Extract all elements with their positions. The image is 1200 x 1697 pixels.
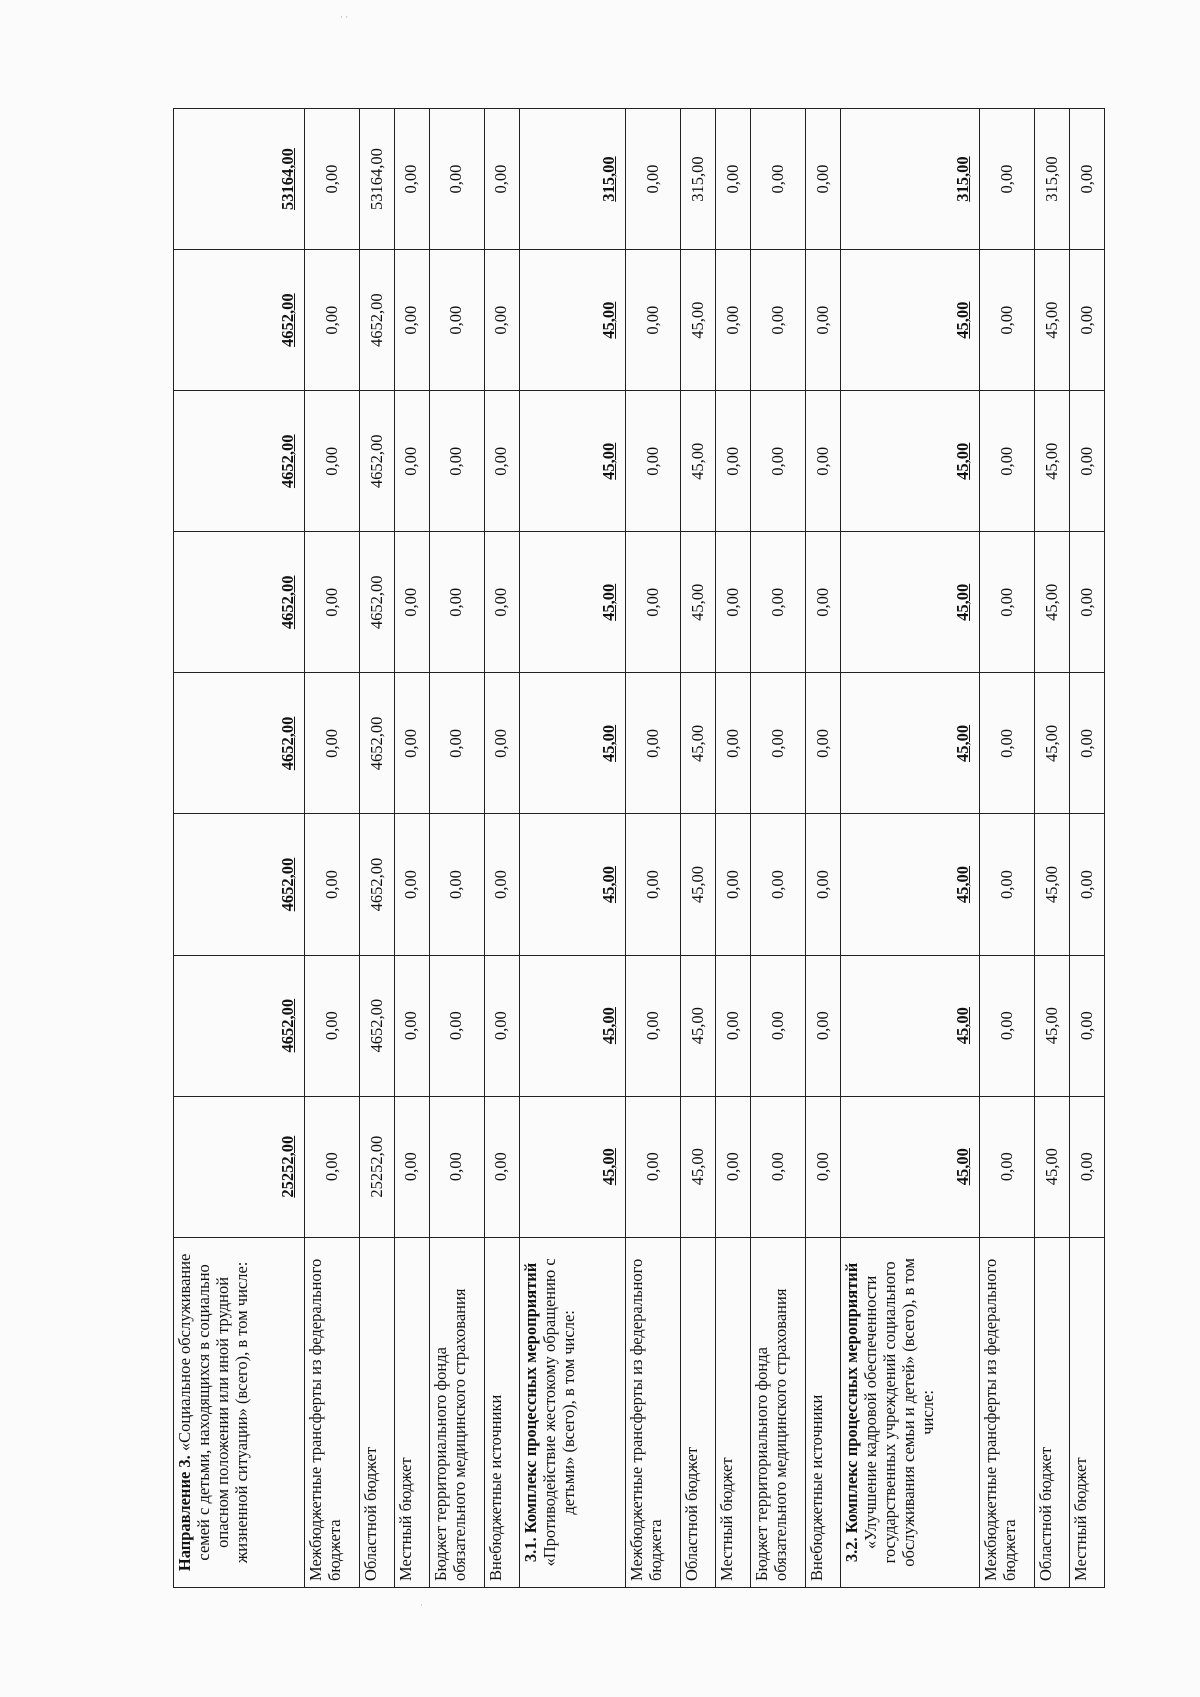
- row-label-text: «Социальное обслуживание семей с детьми, находящихся в социально опасном положении или иной трудной жизненной ситуации» (всего), в том числе:: [175, 1253, 251, 1564]
- value-cell: 0,00: [394, 1096, 429, 1237]
- row-label-text: «Противодействие жестокому обращению с детьми» (всего), в том числе:: [539, 1258, 578, 1567]
- value-cell: 0,00: [1070, 532, 1105, 673]
- value-cell: 0,00: [716, 250, 751, 391]
- section-title-cell: [174, 1237, 305, 1587]
- value-cell: 45,00: [681, 673, 716, 814]
- section-number: 3.2. Комплекс процессных мероприятий: [841, 1262, 861, 1563]
- value-cell: 45,00: [681, 955, 716, 1096]
- section-title-cell: [519, 1237, 625, 1587]
- value-cell: 0,00: [626, 1096, 681, 1237]
- table-row: [980, 109, 1035, 1588]
- section-number: 3.1. Комплекс процессных мероприятий: [520, 1262, 540, 1563]
- table-row: [394, 109, 429, 1588]
- value-cell: 0,00: [716, 532, 751, 673]
- table-row: [681, 109, 716, 1588]
- value-cell: 0,00: [394, 532, 429, 673]
- value-cell: 45,00: [519, 955, 625, 1096]
- row-label-text: Внебюджетные источники: [485, 1394, 505, 1581]
- value-cell: 0,00: [394, 109, 429, 250]
- value-cell: 4652,00: [360, 391, 395, 532]
- section-number: Направление 3.: [175, 1455, 194, 1572]
- row-label-cell: [360, 1237, 395, 1587]
- value-cell: 0,00: [1070, 673, 1105, 814]
- value-cell: 0,00: [626, 250, 681, 391]
- value-cell: 0,00: [806, 814, 841, 955]
- value-cell: 0,00: [304, 109, 359, 250]
- value-cell: 45,00: [840, 250, 979, 391]
- value-cell: 45,00: [840, 532, 979, 673]
- value-cell: 0,00: [806, 250, 841, 391]
- value-cell: 0,00: [980, 1096, 1035, 1237]
- value-cell: 0,00: [429, 532, 484, 673]
- value-cell: 4652,00: [360, 250, 395, 391]
- section-row: [840, 109, 979, 1588]
- value-cell: 45,00: [840, 1096, 979, 1237]
- value-cell: 45,00: [840, 814, 979, 955]
- value-cell: 0,00: [429, 109, 484, 250]
- row-label-text: Местный бюджет: [717, 1457, 737, 1581]
- scan-speck: ·: [420, 1600, 423, 1610]
- value-cell: 0,00: [980, 109, 1035, 250]
- value-cell: 0,00: [304, 955, 359, 1096]
- value-cell: 0,00: [394, 391, 429, 532]
- value-cell: 0,00: [1070, 109, 1105, 250]
- value-cell: 4652,00: [174, 532, 305, 673]
- value-cell: 0,00: [980, 814, 1035, 955]
- value-cell: 4652,00: [174, 955, 305, 1096]
- value-cell: 45,00: [519, 250, 625, 391]
- value-cell: 0,00: [1070, 391, 1105, 532]
- value-cell: 45,00: [681, 532, 716, 673]
- value-cell: 45,00: [681, 1096, 716, 1237]
- row-label-text: Областной бюджет: [1036, 1446, 1056, 1581]
- value-cell: 0,00: [429, 391, 484, 532]
- row-label-text: Областной бюджет: [361, 1446, 381, 1581]
- value-cell: 0,00: [626, 391, 681, 532]
- value-cell: 4652,00: [360, 673, 395, 814]
- value-cell: 0,00: [716, 1096, 751, 1237]
- value-cell: 0,00: [429, 955, 484, 1096]
- row-label-cell: [484, 1237, 519, 1587]
- row-label-cell: [681, 1237, 716, 1587]
- value-cell: 0,00: [750, 1096, 805, 1237]
- value-cell: 0,00: [806, 673, 841, 814]
- value-cell: 0,00: [716, 673, 751, 814]
- value-cell: 0,00: [750, 814, 805, 955]
- table-row: [1070, 109, 1105, 1588]
- value-cell: 4652,00: [360, 814, 395, 955]
- value-cell: 0,00: [806, 955, 841, 1096]
- value-cell: 0,00: [394, 673, 429, 814]
- value-cell: 45,00: [519, 1096, 625, 1237]
- value-cell: 0,00: [394, 814, 429, 955]
- value-cell: 0,00: [1070, 250, 1105, 391]
- table-row: [429, 109, 484, 1588]
- value-cell: 0,00: [304, 391, 359, 532]
- value-cell: 0,00: [626, 109, 681, 250]
- value-cell: 45,00: [1035, 532, 1070, 673]
- row-label-text: Бюджет территориального фонда обязательного медицинского страхования: [430, 1288, 469, 1581]
- value-cell: 0,00: [429, 814, 484, 955]
- value-cell: 0,00: [750, 391, 805, 532]
- row-label-text: «Улучшение кадровой обеспеченности государственных учреждений социального обслуживания семьи и детей» (всего), в том числе:: [860, 1258, 937, 1567]
- table-row: [626, 109, 681, 1588]
- value-cell: 0,00: [980, 250, 1035, 391]
- value-cell: 0,00: [1070, 814, 1105, 955]
- table-row: [360, 109, 395, 1588]
- value-cell: 315,00: [681, 109, 716, 250]
- value-cell: 45,00: [1035, 673, 1070, 814]
- row-label-cell: [1035, 1237, 1070, 1587]
- table-row: [1035, 109, 1070, 1588]
- row-label-cell: [980, 1237, 1035, 1587]
- value-cell: 0,00: [304, 250, 359, 391]
- row-label-text: Бюджет территориального фонда обязательного медицинского страхования: [751, 1288, 790, 1581]
- value-cell: 0,00: [806, 1096, 841, 1237]
- row-label-cell: [1070, 1237, 1105, 1587]
- value-cell: 0,00: [304, 673, 359, 814]
- row-label-cell: [716, 1237, 751, 1587]
- value-cell: 45,00: [1035, 814, 1070, 955]
- value-cell: 0,00: [304, 1096, 359, 1237]
- rotated-table-wrapper: [173, 108, 1105, 1588]
- value-cell: 0,00: [429, 1096, 484, 1237]
- row-label-text: Межбюджетные трансферты из федерального бюджета: [305, 1258, 344, 1581]
- row-label-cell: [806, 1237, 841, 1587]
- value-cell: 45,00: [681, 250, 716, 391]
- value-cell: 0,00: [484, 391, 519, 532]
- value-cell: 0,00: [750, 673, 805, 814]
- row-label-cell: [304, 1237, 359, 1587]
- table-row: [716, 109, 751, 1588]
- value-cell: 53164,00: [174, 109, 305, 250]
- value-cell: 45,00: [681, 391, 716, 532]
- value-cell: 0,00: [429, 250, 484, 391]
- value-cell: 0,00: [626, 673, 681, 814]
- value-cell: 0,00: [750, 250, 805, 391]
- value-cell: 315,00: [840, 109, 979, 250]
- value-cell: 315,00: [1035, 109, 1070, 250]
- value-cell: 0,00: [484, 673, 519, 814]
- value-cell: 0,00: [304, 814, 359, 955]
- value-cell: 0,00: [484, 532, 519, 673]
- value-cell: 45,00: [1035, 1096, 1070, 1237]
- value-cell: 4652,00: [360, 955, 395, 1096]
- value-cell: 0,00: [626, 814, 681, 955]
- value-cell: 0,00: [304, 532, 359, 673]
- value-cell: 25252,00: [174, 1096, 305, 1237]
- value-cell: 0,00: [1070, 1096, 1105, 1237]
- value-cell: 0,00: [626, 955, 681, 1096]
- value-cell: 0,00: [484, 109, 519, 250]
- value-cell: 53164,00: [360, 109, 395, 250]
- value-cell: 45,00: [519, 532, 625, 673]
- value-cell: 4652,00: [174, 250, 305, 391]
- value-cell: 0,00: [716, 109, 751, 250]
- value-cell: 45,00: [1035, 955, 1070, 1096]
- table-row: [484, 109, 519, 1588]
- value-cell: 45,00: [1035, 391, 1070, 532]
- value-cell: 4652,00: [360, 532, 395, 673]
- value-cell: 45,00: [840, 391, 979, 532]
- row-label-text: Межбюджетные трансферты из федерального бюджета: [981, 1258, 1020, 1581]
- value-cell: 45,00: [519, 391, 625, 532]
- value-cell: 0,00: [806, 109, 841, 250]
- row-label-text: Межбюджетные трансферты из федерального бюджета: [627, 1258, 666, 1581]
- value-cell: 0,00: [806, 391, 841, 532]
- row-label-text: Местный бюджет: [395, 1457, 415, 1581]
- row-label-cell: [429, 1237, 484, 1587]
- value-cell: 0,00: [626, 532, 681, 673]
- value-cell: 25252,00: [360, 1096, 395, 1237]
- value-cell: 0,00: [750, 109, 805, 250]
- budget-table-body: [174, 109, 1105, 1588]
- value-cell: 4652,00: [174, 814, 305, 955]
- value-cell: 0,00: [750, 955, 805, 1096]
- value-cell: 0,00: [394, 250, 429, 391]
- value-cell: 0,00: [1070, 955, 1105, 1096]
- row-label-text: Внебюджетные источники: [807, 1394, 827, 1581]
- value-cell: 0,00: [394, 955, 429, 1096]
- value-cell: 45,00: [519, 814, 625, 955]
- value-cell: 0,00: [980, 673, 1035, 814]
- row-label-cell: [750, 1237, 805, 1587]
- value-cell: 0,00: [750, 532, 805, 673]
- value-cell: 0,00: [484, 955, 519, 1096]
- value-cell: 4652,00: [174, 391, 305, 532]
- value-cell: 0,00: [716, 391, 751, 532]
- table-row: [304, 109, 359, 1588]
- value-cell: 0,00: [484, 250, 519, 391]
- value-cell: 0,00: [429, 673, 484, 814]
- scan-speck: · ·: [340, 12, 349, 22]
- value-cell: 0,00: [980, 955, 1035, 1096]
- section-row: [174, 109, 305, 1588]
- row-label-cell: [626, 1237, 681, 1587]
- value-cell: 45,00: [1035, 250, 1070, 391]
- section-title-cell: [840, 1237, 979, 1587]
- value-cell: 0,00: [980, 391, 1035, 532]
- value-cell: 315,00: [519, 109, 625, 250]
- value-cell: 0,00: [484, 1096, 519, 1237]
- budget-table: [173, 108, 1105, 1588]
- table-row: [806, 109, 841, 1588]
- row-label-text: Областной бюджет: [682, 1446, 702, 1581]
- value-cell: 45,00: [840, 955, 979, 1096]
- value-cell: 0,00: [484, 814, 519, 955]
- value-cell: 45,00: [681, 814, 716, 955]
- table-row: [750, 109, 805, 1588]
- value-cell: 0,00: [716, 814, 751, 955]
- value-cell: 45,00: [519, 673, 625, 814]
- value-cell: 0,00: [806, 532, 841, 673]
- row-label-text: Местный бюджет: [1071, 1457, 1091, 1581]
- value-cell: 45,00: [840, 673, 979, 814]
- row-label-cell: [394, 1237, 429, 1587]
- value-cell: 0,00: [716, 955, 751, 1096]
- value-cell: 0,00: [980, 532, 1035, 673]
- section-row: [519, 109, 625, 1588]
- value-cell: 4652,00: [174, 673, 305, 814]
